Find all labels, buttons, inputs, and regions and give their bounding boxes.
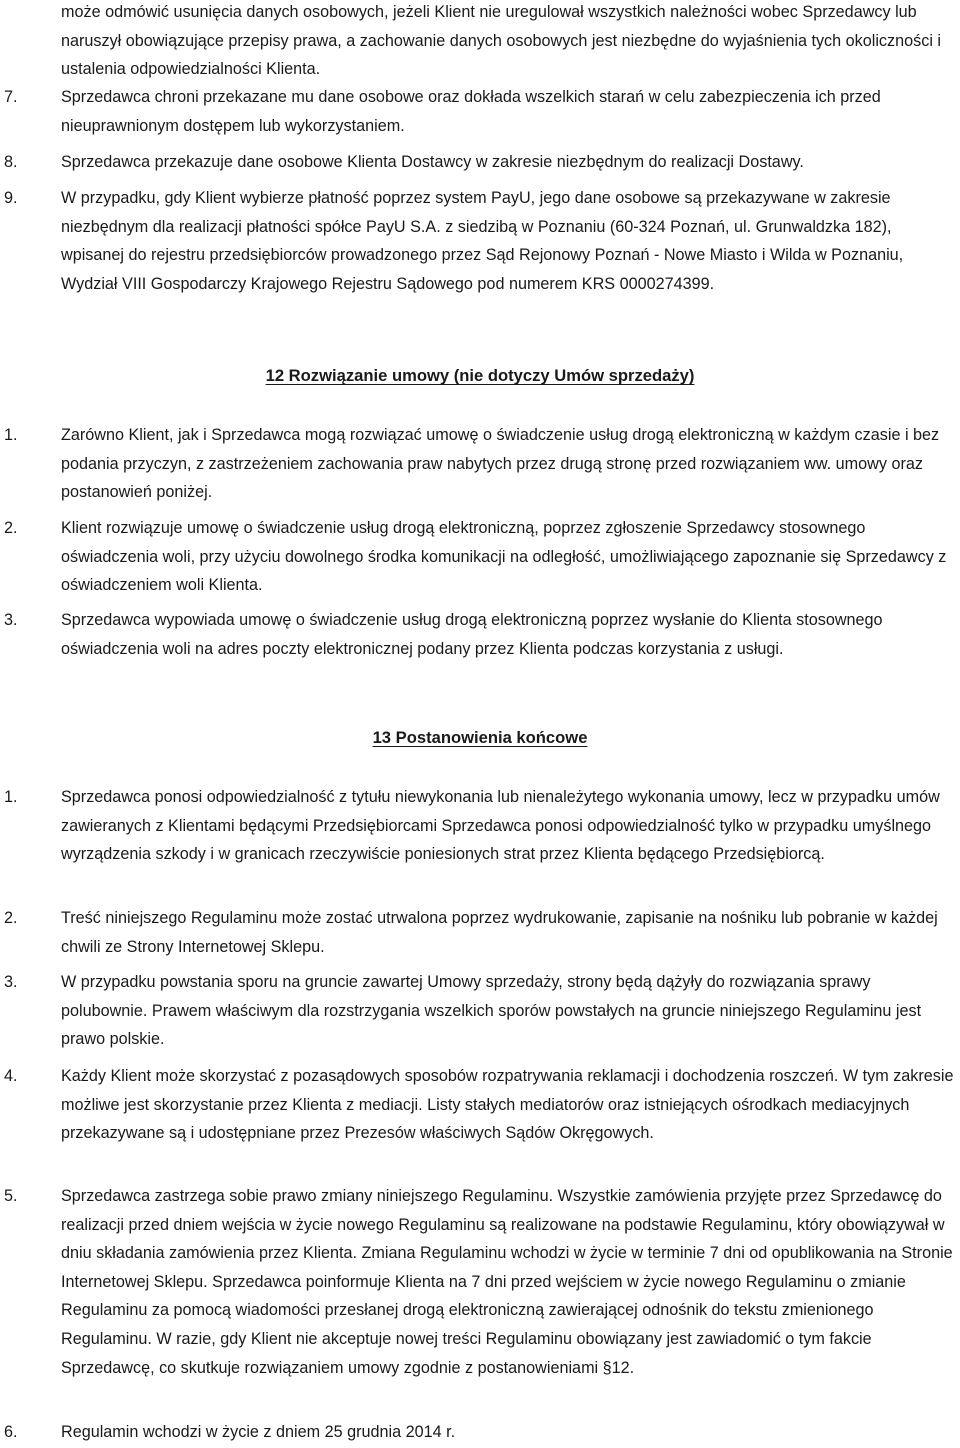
item-number: 7. — [4, 88, 18, 106]
item-text: Regulamin wchodzi w życie z dniem 25 grudnia 2014 r. — [61, 1423, 456, 1441]
item-text: Treść niniejszego Regulaminu może zostać utrwalona poprzez wydrukowanie, zapisanie na nośniku lub pobranie w każdej chwili ze Strony Internetowej Sklepu. — [61, 909, 938, 956]
item-number: 3. — [4, 611, 18, 629]
section-heading-text: 13 Postanowienia końcowe — [372, 728, 588, 747]
item-number: 6. — [4, 1423, 18, 1441]
list-item — [0, 606, 960, 663]
paragraph-continuation: może odmówić usunięcia danych osobowych, jeżeli Klient nie uregulował wszystkich należności wobec Sprzedawcy lub naruszył obowiązujące przepisy prawa, a zachowanie danych osobowych jest niezbędne do wyjaśnienia tych okoliczności i ustalenia odpowiedzialności Klienta. — [61, 3, 942, 79]
list-item — [0, 783, 960, 869]
item-number: 5. — [4, 1187, 18, 1205]
item-text: Sprzedawca przekazuje dane osobowe Klienta Dostawcy w zakresie niezbędnym do realizacji Dostawy. — [61, 153, 804, 171]
item-text: W przypadku, gdy Klient wybierze płatność poprzez system PayU, jego dane osobowe są przekazywane w zakresie niezbędnym dla realizacji płatności spółce PayU S.A. z siedzibą w Poznaniu (60-324 Poznań, ul. Grunwaldzka 182), wpisanej do rejestru przedsiębiorców prowadzonego przez Sąd Rejonowy Poznań - Nowe Miasto i Wilda w Poznaniu, Wydział VIII Gospodarczy Krajowego Rejestru Sądowego pod numerem KRS 0000274399. — [61, 189, 904, 293]
list-item — [0, 148, 960, 177]
item-text: Każdy Klient może skorzystać z pozasądowych sposobów rozpatrywania reklamacji i dochodzenia roszczeń. W tym zakresie możliwe jest skorzystanie przez Klienta z mediacji. Listy stałych mediatorów oraz istniejących ośrodkach mediacyjnych przekazywane są i udostępniane przez Prezesów właściwych Sądów Okręgowych. — [61, 1067, 954, 1143]
list-item — [0, 421, 960, 507]
section-heading-text: 12 Rozwiązanie umowy (nie dotyczy Umów sprzedaży) — [265, 366, 695, 385]
item-number: 8. — [4, 153, 18, 171]
section-heading — [0, 724, 960, 753]
item-text: Zarówno Klient, jak i Sprzedawca mogą rozwiązać umowę o świadczenie usług drogą elektroniczną w każdym czasie i bez podania przyczyn, z zastrzeżeniem zachowania praw nabytych przez drugą stronę przed rozwiązaniem ww. umowy oraz postanowień poniżej. — [61, 426, 940, 502]
item-number: 9. — [4, 189, 18, 207]
list-item — [0, 1418, 960, 1447]
list-item — [0, 904, 960, 961]
item-number: 2. — [4, 909, 18, 927]
item-text: Sprzedawca wypowiada umowę o świadczenie usług drogą elektroniczną poprzez wysłanie do Klienta stosownego oświadczenia woli na adres poczty elektronicznej podany przez Klienta podczas korzystania z usługi. — [61, 611, 883, 658]
item-number: 4. — [4, 1067, 18, 1085]
item-number: 1. — [4, 788, 18, 806]
item-number: 3. — [4, 973, 18, 991]
item-number: 1. — [4, 426, 18, 444]
item-text: Sprzedawca zastrzega sobie prawo zmiany niniejszego Regulaminu. Wszystkie zamówienia przyjęte przez Sprzedawcę do realizacji przed dniem wejścia w życie nowego Regulaminu są realizowane na podstawie Regulaminu, który obowiązywał w dniu składania zamówienia przez Klienta. Zmiana Regulaminu wchodzi w życie w terminie 7 dni od opublikowania na Stronie Internetowej Sklepu. Sprzedawca poinformuje Klienta na 7 dni przed wejściem w życie nowego Regulaminu o zmianie Regulaminu za pomocą wiadomości przesłanej drogą elektroniczną zawierającej odnośnik do tekstu zmienionego Regulaminu. W razie, gdy Klient nie akceptuje nowej treści Regulaminu obowiązany jest zawiadomić o tym fakcie Sprzedawcę, co skutkuje rozwiązaniem umowy zgodnie z postanowieniami §12. — [61, 1187, 953, 1377]
list-item — [0, 514, 960, 600]
item-text: Sprzedawca chroni przekazane mu dane osobowe oraz dokłada wszelkich starań w celu zabezpieczenia ich przed nieuprawnionym dostępem lub wykorzystaniem. — [61, 88, 881, 135]
list-item — [0, 184, 960, 298]
item-text: W przypadku powstania sporu na gruncie zawartej Umowy sprzedaży, strony będą dążyły do rozwiązania sprawy polubownie. Prawem właściwym dla rozstrzygania wszelkich sporów powstałych na gruncie niniejszego Regulaminu jest prawo polskie. — [61, 973, 922, 1049]
item-text: Sprzedawca ponosi odpowiedzialność z tytułu niewykonania lub nienależytego wykonania umowy, lecz w przypadku umów zawieranych z Klientami będącymi Przedsiębiorcami Sprzedawca ponosi odpowiedzialność tylko w przypadku umyślnego wyrządzenia szkody i w granicach rzeczywiście poniesionych strat przez Klienta będącego Przedsiębiorcą. — [61, 788, 940, 864]
list-item — [0, 83, 960, 140]
list-item — [0, 0, 960, 84]
section-heading — [0, 362, 960, 391]
list-item — [0, 1182, 960, 1382]
item-text: Klient rozwiązuje umowę o świadczenie usług drogą elektroniczną, poprzez zgłoszenie Sprzedawcy stosownego oświadczenia woli, przy użyciu dowolnego środka komunikacji na odległość, umożliwiającego zapoznanie się Sprzedawcy z oświadczeniem woli Klienta. — [61, 519, 947, 595]
list-item — [0, 1062, 960, 1148]
item-number: 2. — [4, 519, 18, 537]
list-item — [0, 968, 960, 1054]
